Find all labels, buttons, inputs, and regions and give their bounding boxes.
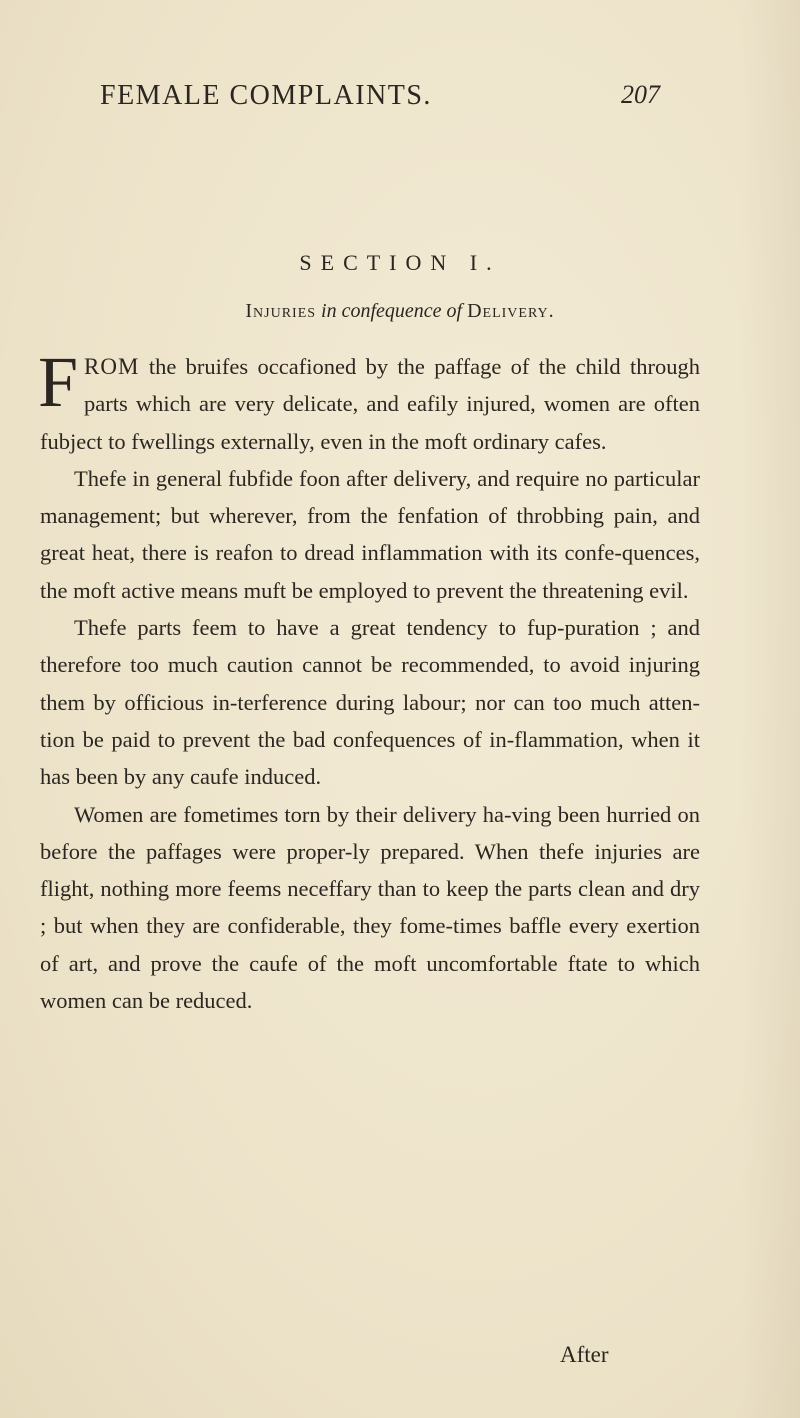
subheading-delivery: Delivery. <box>467 300 555 322</box>
paragraph-4: Women are fometimes torn by their delivery ha-ving been hurried on before the paffages were proper-ly prepared. When thefe injuries are flight, nothing more feems neceffary than to keep the parts clean and dry ; but when they are confiderable, they fome-times baffle every exertion of art, and prove the caufe of the moft uncomfortable ftate to which women can be reduced. <box>40 801 700 1014</box>
running-title: FEMALE COMPLAINTS. <box>100 80 432 111</box>
paragraph-2: Thefe in general fubfide foon after delivery, and require no particular management; but wherever, from the fenfation of throbbing pain, and great heat, there is reafon to dread inflammation with its confe-quences, the moft active means muft be employed to prevent the threatening evil. <box>40 465 700 603</box>
section-subheading <box>0 300 800 323</box>
opening-caps: ROM <box>84 354 140 379</box>
paragraph-3: Thefe parts feem to have a great tendency to fup-puration ; and therefore too much caution cannot be recommended, to avoid injuring them by officious in-terference during labour; nor can too much atten-tion be paid to prevent the bad confequences of in-flammation, when it has been by any caufe induced. <box>40 615 700 790</box>
subheading-injuries: Injuries <box>245 300 317 322</box>
paragraph-1 <box>38 342 700 460</box>
catchword: After <box>560 1342 609 1367</box>
subheading-italic: in confequence of <box>321 300 463 322</box>
paragraph-1-text: the bruifes occafioned by the paffage of the child through parts which are very delicate, and eafily injured, women are often fubject to fwellings externally, even in the moft ordinary cafes. <box>40 354 700 454</box>
drop-cap: F <box>38 342 79 422</box>
section-heading: SECTION I. <box>299 250 501 275</box>
page-number: 207 <box>621 80 660 109</box>
page-edge-shadow <box>740 0 800 1418</box>
running-head <box>100 80 700 120</box>
body-text <box>38 342 700 1019</box>
